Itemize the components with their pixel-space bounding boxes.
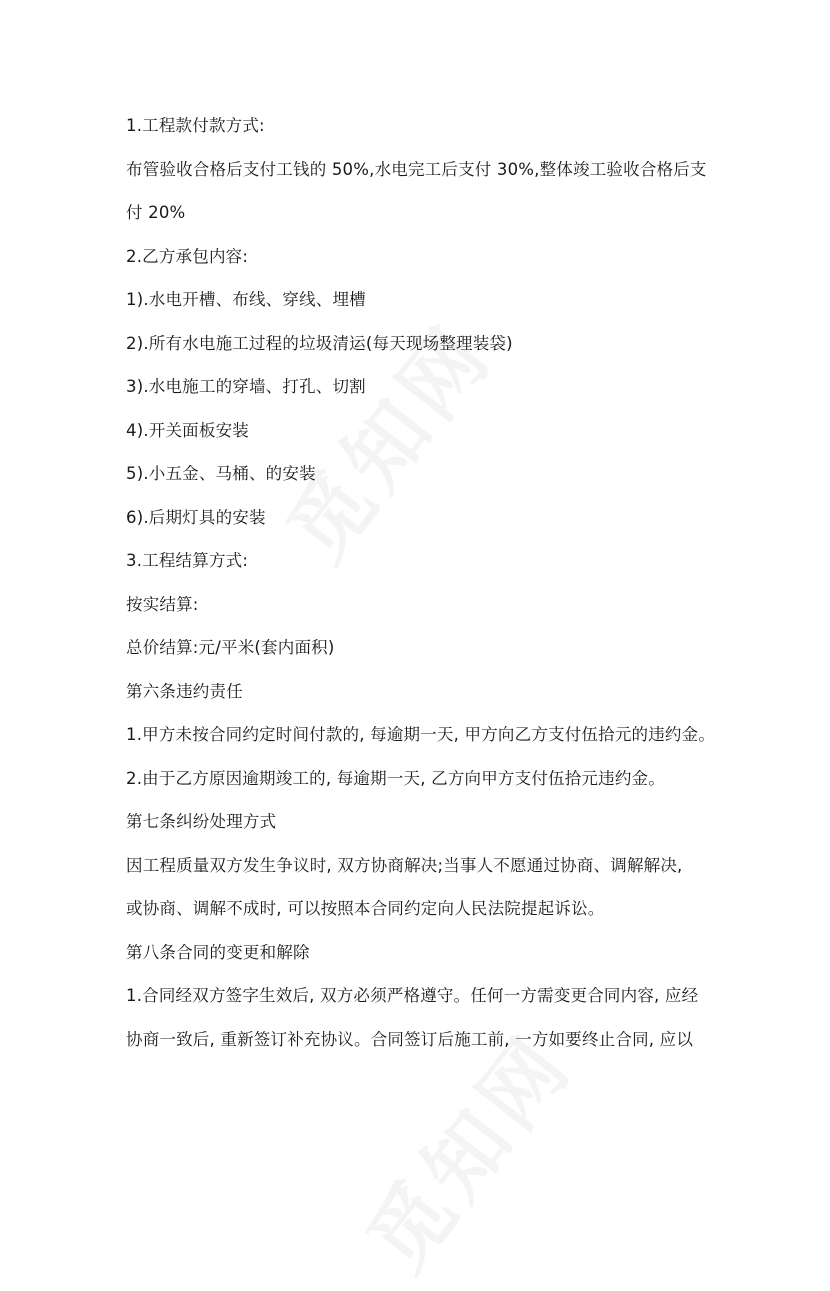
list-item: 5).小五金、马桶、的安装: [126, 464, 316, 483]
paragraph-line: 付 20%: [126, 203, 186, 222]
list-item: 4).开关面板安装: [126, 420, 249, 440]
heading-payment-method: 1.工程款付款方式:: [126, 116, 265, 135]
paragraph-line: 或协商、调解不成时, 可以按照本合同约定向人民法院提起诉讼。: [126, 899, 605, 918]
list-item: 3).水电施工的穿墙、打孔、切割: [126, 377, 366, 396]
heading-settlement-method: 3.工程结算方式:: [126, 551, 249, 570]
paragraph-line: 总价结算:元/平米(套内面积): [126, 638, 335, 657]
paragraph-line: 2.由于乙方原因逾期竣工的, 每逾期一天, 乙方向甲方支付伍拾元违约金。: [126, 768, 665, 788]
list-item: 2).所有水电施工过程的垃圾清运(每天现场整理装袋): [126, 333, 513, 353]
list-item: 6).后期灯具的安装: [126, 507, 266, 527]
paragraph-line: 1.甲方未按合同约定时间付款的, 每逾期一天, 甲方向乙方支付伍拾元的违约金。: [126, 725, 716, 744]
heading-contract-scope: 2.乙方承包内容:: [126, 246, 249, 266]
section-title-dispute: 第七条纠纷处理方式: [126, 812, 277, 831]
paragraph-line: 协商一致后, 重新签订补充协议。合同签订后施工前, 一方如要终止合同, 应以: [126, 1029, 694, 1049]
paragraph-line: 按实结算:: [126, 594, 199, 614]
paragraph-line: 布管验收合格后支付工钱的 50%,水电完工后支付 30%,整体竣工验收合格后支: [126, 159, 707, 179]
section-title-amendment: 第八条合同的变更和解除: [126, 942, 310, 962]
section-title-breach: 第六条违约责任: [126, 681, 243, 701]
document-body: [126, 104, 726, 1061]
paragraph-line: 1.合同经双方签字生效后, 双方必须严格遵守。任何一方需变更合同内容, 应经: [126, 986, 699, 1005]
list-item: 1).水电开槽、布线、穿线、埋槽: [126, 290, 366, 309]
paragraph-line: 因工程质量双方发生争议时, 双方协商解决;当事人不愿通过协商、调解解决,: [126, 855, 683, 875]
